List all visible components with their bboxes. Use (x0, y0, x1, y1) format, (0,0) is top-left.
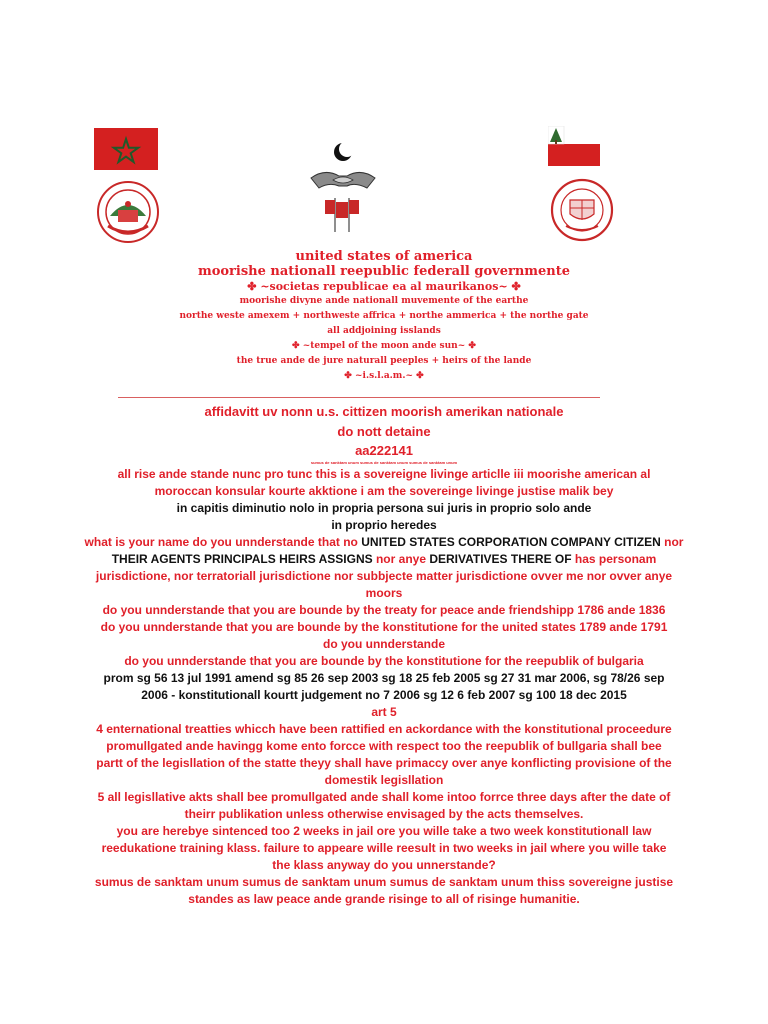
affidavit-title: affidavitt uv nonn u.s. cittizen moorish amerikan nationale (204, 404, 564, 419)
question-text: nor anye (372, 552, 430, 566)
letterhead-country: united states of america (295, 249, 473, 264)
affidavit-subtitle: do nott detaine (337, 424, 431, 439)
letterhead-motto (0, 279, 768, 294)
paragraph-line: reedukatione training klass. failure to appeare wille reesult in two weeks in jail where you wille take (101, 841, 667, 855)
ornament-icon: ✤ (292, 341, 303, 351)
letterhead-regions: northe weste amexem + northweste affrica + northe ammerica + the northe gate (179, 311, 589, 321)
header-divider (118, 397, 600, 398)
promulgation-line: prom sg 56 13 jul 1991 amend sg 85 26 sep 2003 sg 18 25 feb 2005 sg 27 31 mar 2006, sg 78/26 sep (103, 671, 665, 685)
letterhead-motto-text: ~societas republicae ea al maurikanos~ (260, 280, 508, 293)
question-emphasis: DERIVATIVES THERE OF (429, 552, 572, 566)
paragraph-line: moors (365, 586, 403, 600)
ornament-icon: ✤ (413, 371, 424, 381)
ornament-icon: ✤ (465, 341, 476, 351)
paragraph-line: do you unnderstande (322, 637, 445, 651)
letterhead (0, 249, 768, 384)
paragraph-line: you are herebye sintenced too 2 weeks in jail ore you wille take a two week konstitutionall law (116, 824, 652, 838)
paragraph-line: do you unnderstande that you are bounde by the treaty for peace ande friendshipp 1786 ande 1836 (102, 603, 666, 617)
question-emphasis: UNITED STATES CORPORATION COMPANY CITIZEN (361, 535, 661, 549)
paragraph-line: jurisdictione, nor terratoriall jurisdictione nor subbjecte matter jurisdictione ovver me nor ovver anye (95, 569, 673, 583)
affidavit-reference: aa222141 (355, 443, 413, 458)
paragraph-line: 4 enternational treatties whicch have been rattified en ackordance with the konstitutional proceedure (96, 722, 672, 736)
paragraph-line: sumus de sanktam unum sumus de sanktam unum sumus de sanktam unum thiss sovereigne justise (94, 875, 674, 889)
paragraph-line: domestik legisllation (324, 773, 444, 787)
ornament-icon: ✤ (247, 280, 261, 293)
affidavit-tiny-line: sumus de sanktam unum sumus de sanktam unum sumus de sanktam unum (310, 460, 458, 465)
question-text: nor (660, 535, 684, 549)
paragraph-line: all rise ande stande nunc pro tunc this is a sovereigne livinge articlle iii moorishe american al (117, 467, 651, 481)
question-line (0, 534, 768, 551)
paragraph-line: do you unnderstande that you are bounde by the konstitutione for the reepublik of bulgaria (124, 654, 644, 668)
state-seal-icon (550, 178, 614, 242)
letterhead-islam-text: ~i.s.l.a.m.~ (354, 371, 413, 381)
question-line (0, 551, 768, 568)
ornament-icon: ✤ (344, 371, 355, 381)
letterhead-peoples: the true ande de jure naturall peeples + heirs of the lande (236, 356, 532, 366)
promulgation-line: 2006 - konstitutionall kourtt judgement no 7 2006 sg 12 6 feb 2007 sg 100 18 dec 2015 (141, 688, 627, 702)
moorish-seal-icon (96, 180, 160, 244)
letterhead-movement: moorishe divyne ande nationall muvemente of the earthe (239, 296, 529, 306)
paragraph-line: 5 all legisllative akts shall bee promullgated ande shall kome intoo forrce three days after the date of (97, 790, 671, 804)
paragraph-line: do you unnderstande that you are bounde by the konstitutione for the united states 1789 ande 1791 (100, 620, 668, 634)
paragraph-line: in proprio heredes (331, 518, 437, 532)
affidavit-body (0, 402, 768, 908)
paragraph-line: moroccan konsular kourte akktione i am the sovereinge livinge justise malik bey (154, 484, 614, 498)
question-text: what is your name do you unnderstande that no (84, 535, 362, 549)
paragraph-line: the klass anyway do you unnerstande? (272, 858, 496, 872)
ornament-icon: ✤ (507, 280, 521, 293)
paragraph-line: partt of the legisllation of the statte theyy shall have primaccy over anye konflicting provisione of the (96, 756, 672, 770)
paragraph-line: standes as law peace ande grande risinge to all of risinge humanitie. (188, 892, 580, 906)
letterhead-islam (0, 369, 768, 384)
letterhead-government: moorishe nationall reepublic federall governmente (197, 264, 571, 279)
letterhead-islands: all addjoining isslands (327, 326, 441, 336)
crescent-handshake-emblem-icon (303, 140, 383, 240)
paragraph-line: theirr publikation unless otherwise envisaged by the acts themselves. (184, 807, 584, 821)
letterhead-temple-text: ~tempel of the moon ande sun~ (302, 341, 466, 351)
paragraph-line: in capitis diminutio nolo in propria persona sui juris in proprio solo ande (176, 501, 592, 515)
letterhead-temple (0, 339, 768, 354)
tree-flag-icon (548, 126, 600, 166)
article-heading: art 5 (371, 705, 397, 719)
moroccan-flag-icon (94, 128, 158, 170)
question-text: has personam (571, 552, 657, 566)
paragraph-line: promullgated ande havingg kome ento forcce with respect too the reepublik of bullgaria shall bee (106, 739, 662, 753)
question-emphasis: THEIR AGENTS PRINCIPALS HEIRS ASSIGNS (111, 552, 373, 566)
